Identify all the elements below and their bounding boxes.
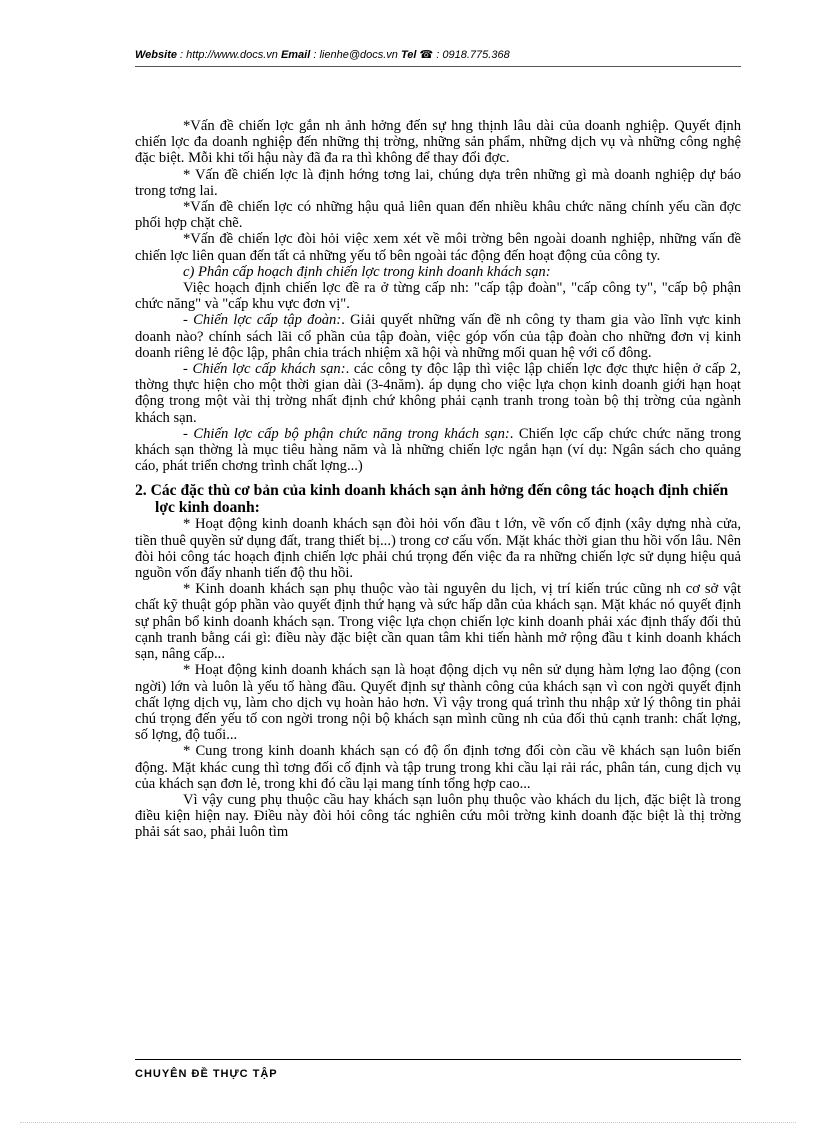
header-divider [135, 66, 741, 67]
term-text: . Giải quyết những vấn đề nh công ty tham gia vào lĩnh vực kinh doanh nào? chính sách lãi cổ phần của tập đoàn, việc góp vốn của tập đoàn cho những đơn vị kinh doanh riêng lẻ độc lập, phân chia trách nhiệm xã hội và những mối quan hệ với cổ đông. [135, 312, 741, 361]
subsection-heading: c) Phân cấp hoạch định chiến lợc trong kinh doanh khách sạn: [183, 263, 551, 280]
term-label: - Chiến lợc cấp khách sạn: [183, 361, 346, 378]
paragraph: * Cung trong kinh doanh khách sạn có độ ổn định tơng đối còn cầu về khách sạn luôn biến động. Mặt khác cung thì tơng đối cố định và tập trung trong khi cầu lại rải rác, phân tán, cung dịch vụ của khách sạn đơn lẻ, trong khi đó cầu lại mang tính tổng hợp cao... [135, 743, 741, 792]
paragraph: *Vấn đề chiến lợc đòi hỏi việc xem xét về môi trờng bên ngoài doanh nghiệp, những vấn đề chiến lợc liên quan đến tất cả những yếu tố bên ngoài tác động đến hoạt động của công ty. [135, 231, 741, 264]
paragraph: * Hoạt động kinh doanh khách sạn là hoạt động dịch vụ nên sử dụng hàm lợng lao động (con ngời) lớn và luôn là yếu tố hàng đầu. Quyết định sự thành công của khách sạn vì con ngời quyết định chất lợng dịch vụ, làm cho dịch vụ hoàn hảo hơn. Vì vậy trong quá trình thu nhập xử lý thông tin phải chú trọng đến yếu tố con ngời trong nội bộ khách sạn mình cũng nh của đối thủ cạnh tranh: chất lợng, số lợng, độ tuổi... [135, 662, 741, 744]
footer-title: CHUYÊN ĐỀ THỰC TẬP [135, 1068, 278, 1080]
paragraph: *Vấn đề chiến lợc gắn nh ảnh hởng đến sự hng thịnh lâu dài của doanh nghiệp. Quyết định chiến lợc đa doanh nghiệp đến những thị trờng, những sản phẩm, những dịch vụ và những công nghệ đặc biệt. Mỗi khi tối hậu này đã đa ra thì không để thay đổi đợc. [135, 118, 741, 167]
term-label: - Chiến lợc cấp tập đoàn: [183, 312, 342, 329]
paragraph: * Vấn đề chiến lợc là định hớng tơng lai, chúng dựa trên những gì mà doanh nghiệp dự báo trong tơng lai. [135, 166, 741, 199]
paragraph: * Kinh doanh khách sạn phụ thuộc vào tài nguyên du lịch, vị trí kiến trúc cũng nh cơ sở vật chất kỹ thuật góp phần vào quyết định thứ hạng và sức hấp dẫn của khách sạn. Mặt khác nó quyết định sự phân bổ kinh doanh khách sạn. Trong việc lựa chọn chiến lợc kinh doanh phải xác định thấy đối thủ cạnh tranh bằng cái gì: điều này đặc biệt cần quan tâm khi tiến hành mở rộng đầu t kinh doanh khách sạn, nâng cấp... [135, 581, 741, 663]
tel-label: Tel [400, 49, 417, 61]
paragraph [135, 312, 741, 361]
term-text: . các công ty độc lập thì việc lập chiến lợc đợc thực hiện ở cấp 2, thờng thực hiện cho một thời gian dài (3-4năm). áp dụng cho việc lựa chọn kinh doanh giới hạn hoạt động trong một vài thị trờng nhất định chứ không phải cạnh tranh trong toàn bộ thị trờng của ngành khách sạn. [135, 361, 741, 426]
term-label: - Chiến lợc cấp bộ phận chức năng trong khách sạn: [183, 425, 510, 442]
paragraph: * Hoạt động kinh doanh khách sạn đòi hỏi vốn đầu t lớn, về vốn cố định (xây dựng nhà cửa, tiền thuê quyền sử dụng đất, trang thiết bị...) trong cơ cấu vốn. Mặt khác thời gian thu hồi vốn lâu. Nên đòi hỏi công tác hoạch định chiến lợc phải chú trọng đến việc đa ra những chiến lợc sử dụng hiệu quả nguồn vốn đẩy nhanh tiến độ thu hồi. [135, 516, 741, 582]
paragraph [135, 426, 741, 475]
paragraph: Việc hoạch định chiến lợc đề ra ở từng cấp nh: "cấp tập đoàn", "cấp công ty", "cấp bộ phận chức năng" và "cấp khu vực đơn vị". [135, 280, 741, 313]
website-url: : http://www.docs.vn [180, 49, 278, 61]
website-label: Website [135, 49, 177, 61]
footer-divider [135, 1059, 741, 1060]
paragraph: *Vấn đề chiến lợc có những hậu quả liên quan đến nhiều khâu chức năng chính yếu cần đợc phối hợp chặt chẽ. [135, 199, 741, 232]
page-header [135, 48, 741, 62]
document-body [135, 118, 741, 841]
paragraph [135, 361, 741, 426]
phone-icon: ☎ [419, 49, 434, 61]
tel-number: : 0918.775.368 [436, 49, 510, 61]
email-label: Email [280, 49, 311, 61]
email-address: : lienhe@docs.vn [313, 49, 398, 61]
term-text: . Chiến lợc cấp chức chức năng trong khách sạn thờng là mục tiêu hàng năm và là những chiến lợc ngắn hạn (ví dụ: Ngân sách cho quảng cáo, phát triển chơng trình chất lợng...) [135, 425, 741, 475]
page-footer [135, 1064, 278, 1080]
section-heading: 2. Các đặc thù cơ bản của kinh doanh khách sạn ảnh hởng đến công tác hoạch định chiến lợc kinh doanh: [135, 482, 729, 517]
paragraph: Vì vậy cung phụ thuộc cầu hay khách sạn luôn phụ thuộc vào khách du lịch, đặc biệt là trong điều kiện hiện nay. Điều này đòi hỏi công tác nghiên cứu môi trờng kinh doanh đặc biệt là thị trờng phải sát sao, phải luôn tìm [135, 791, 741, 841]
